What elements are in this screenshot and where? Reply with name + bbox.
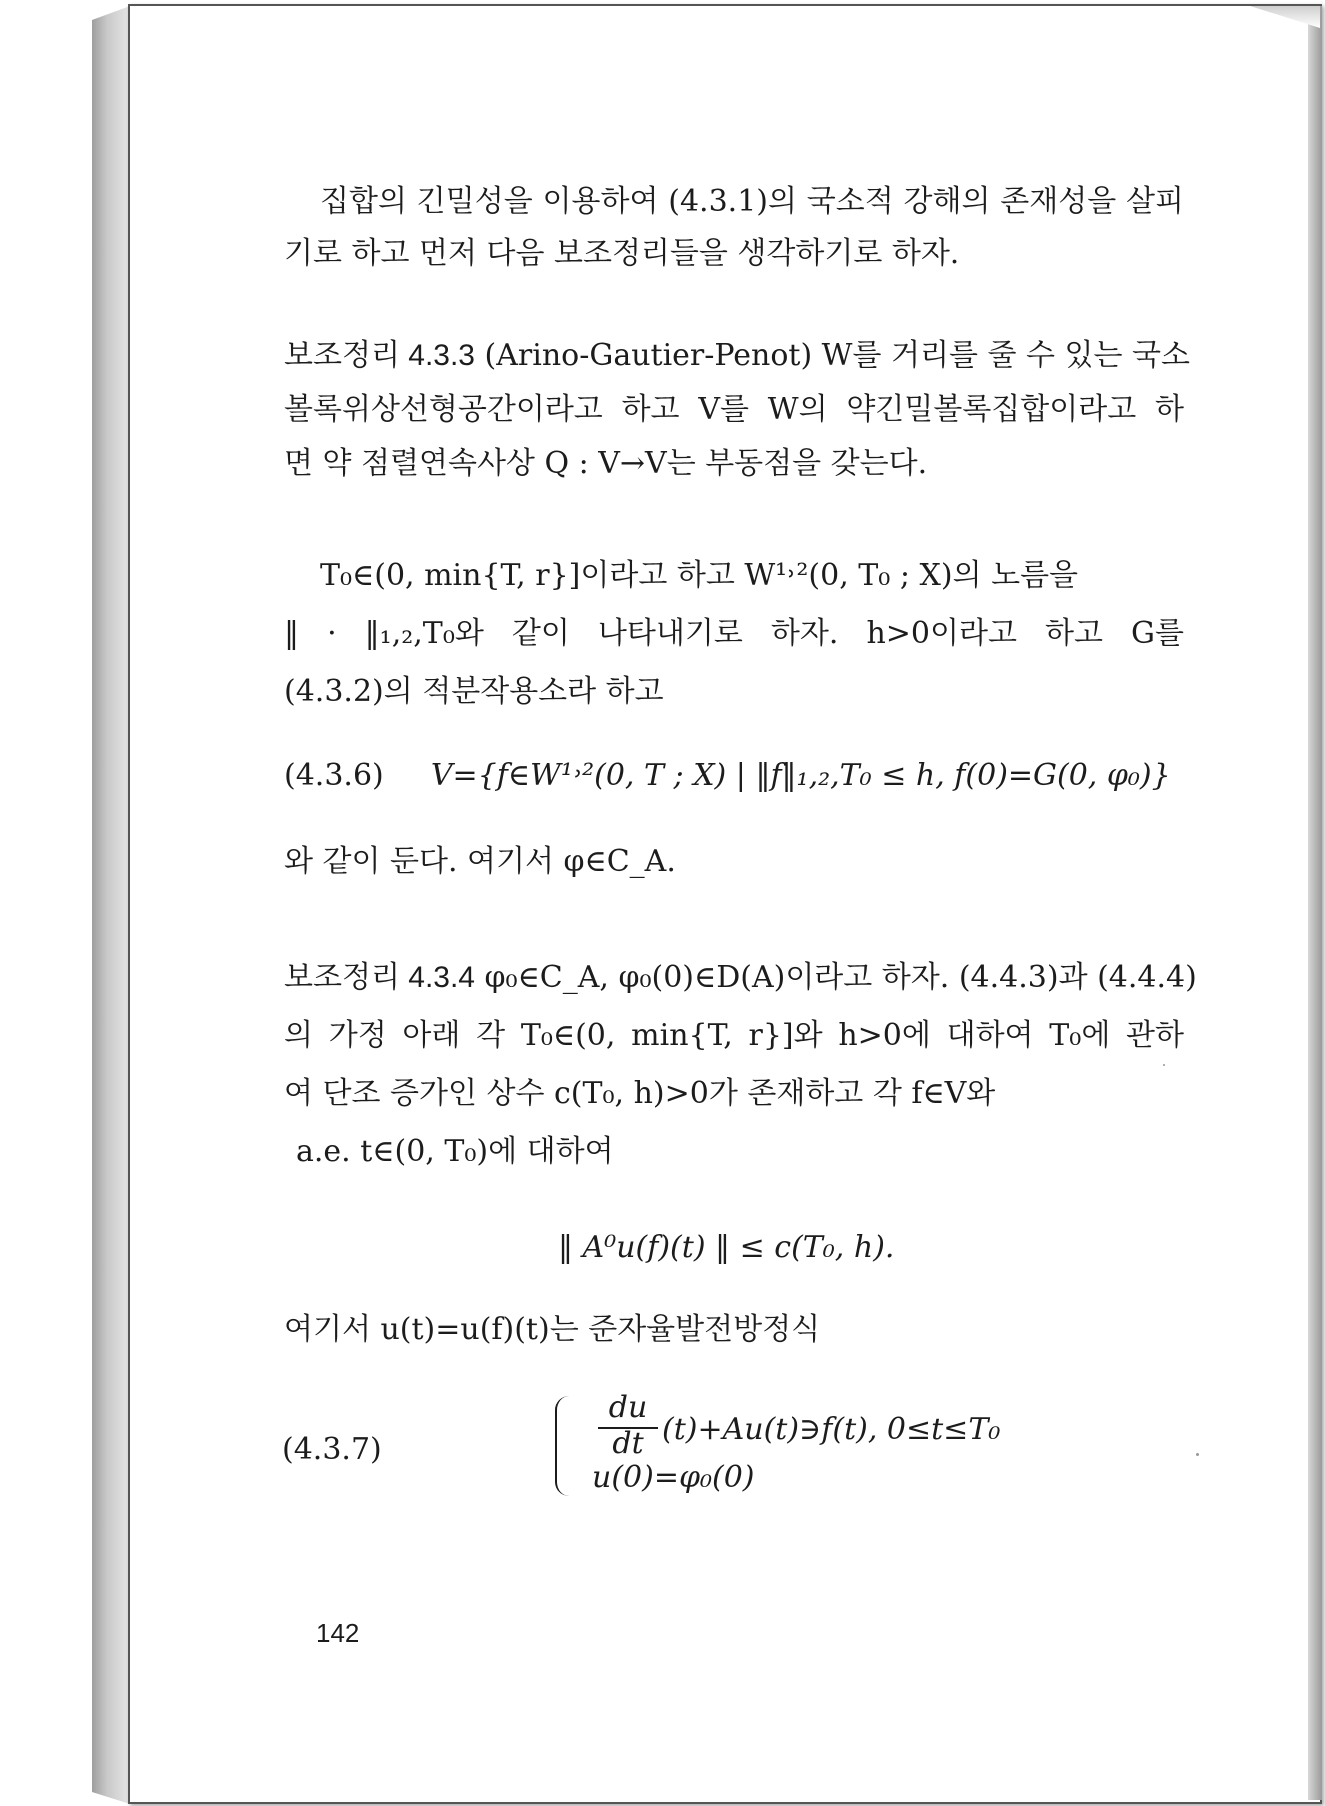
lemma-4-3-4-line-3: 여 단조 증가인 상수 c(T₀, h)>0가 존재하고 각 f∈V와 [284,1076,996,1111]
lemma-4-3-4-line-4: a.e. t∈(0, T₀)에 대하여 [296,1134,614,1169]
lemma-4-3-4-text: φ₀∈C_A, φ₀(0)∈D(A)이라고 하자. (4.4.3)과 (4.4.4) [484,960,1197,995]
lemma-4-3-4-heading: 보조정리 4.3.4 [284,961,475,994]
lemma-4-3-4-line-1 [284,958,1197,998]
lemma-4-3-3-text: (Arino-Gautier-Penot) W를 거리를 줄 수 있는 국소 [484,338,1190,373]
paragraph-2-line-2: ‖ · ‖₁,₂,T₀와 같이 나타내기로 하자. h>0이라고 하고 G를 [284,616,1184,651]
equation-4-3-7-label: (4.3.7) [282,1432,382,1467]
equation-4-3-7-denominator: dt [612,1426,644,1461]
paragraph-2-line-3: (4.3.2)의 적분작용소라 하고 [284,674,664,709]
paragraph-4: 여기서 u(t)=u(f)(t)는 준자율발전방정식 [284,1312,821,1347]
equation-4-3-6 [284,756,1184,796]
equation-4-3-7-row-1: (t)+Au(t)∋f(t), 0≤t≤T₀ [662,1412,1001,1447]
equation-4-3-6-label: (4.3.6) [284,758,384,793]
equation-4-3-7-brace [555,1396,575,1496]
equation-4-3-7-numerator: du [608,1390,648,1425]
lemma-4-3-3-line-1 [284,336,1190,376]
equation-4-3-7-row-2: u(0)=φ₀(0) [592,1460,755,1495]
lemma-4-3-3-heading: 보조정리 4.3.3 [284,339,475,372]
paragraph-2-line-1: T₀∈(0, min{T, r}]이라고 하고 W¹˒²(0, T₀ ; X)의 노름을 [320,558,1079,593]
norm-inequality: ‖ A⁰u(f)(t) ‖ ≤ c(T₀, h). [558,1230,895,1265]
equation-4-3-6-body: V={f∈W¹˒²(0, T ; X) | ‖f‖₁,₂,T₀ ≤ h, f(0)=G(0, φ₀)} [430,758,1171,793]
lemma-4-3-4-line-2: 의 가정 아래 각 T₀∈(0, min{T, r}]와 h>0에 대하여 T₀에 관하 [284,1018,1184,1053]
scan-speck [1163,1064,1165,1066]
lemma-4-3-3-line-3: 면 약 점렬연속사상 Q : V→V는 부동점을 갖는다. [284,446,928,481]
paragraph-1-line-1: 집합의 긴밀성을 이용하여 (4.3.1)의 국소적 강해의 존재성을 살피 [320,184,1184,219]
paragraph-3: 와 같이 둔다. 여기서 φ∈C_A. [284,844,676,879]
paragraph-1-line-2: 기로 하고 먼저 다음 보조정리들을 생각하기로 하자. [284,236,960,271]
page-number: 142 [316,1618,360,1648]
lemma-4-3-3-line-2: 볼록위상선형공간이라고 하고 V를 W의 약긴밀볼록집합이라고 하 [284,392,1184,427]
scan-speck [1196,1453,1199,1456]
